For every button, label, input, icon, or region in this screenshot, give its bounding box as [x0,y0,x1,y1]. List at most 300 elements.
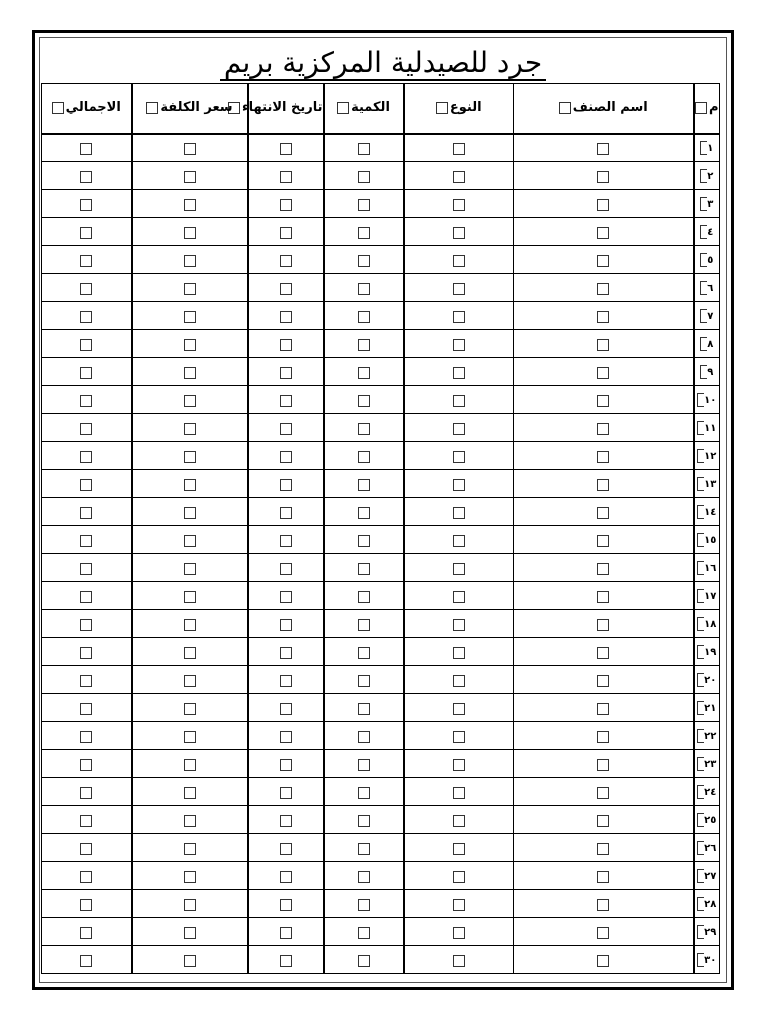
checkbox-icon [597,675,609,687]
cell-type[interactable] [404,302,514,330]
cell-total[interactable] [42,442,132,470]
cell-cost-price[interactable] [132,778,248,806]
checkbox-icon [453,563,465,575]
cell-expiry[interactable] [248,414,324,442]
cell-item-name[interactable] [514,526,694,554]
row-number-cell [694,862,720,890]
cell-cost-price[interactable] [132,358,248,386]
cell-type[interactable] [404,358,514,386]
cell-item-name[interactable] [514,190,694,218]
cell-quantity[interactable] [324,582,404,610]
cell-type[interactable] [404,274,514,302]
checkbox-icon [453,395,465,407]
cell-total[interactable] [42,162,132,190]
cell-total[interactable] [42,526,132,554]
cell-item-name[interactable] [514,442,694,470]
cell-expiry[interactable] [248,302,324,330]
cell-expiry[interactable] [248,274,324,302]
cell-total[interactable] [42,246,132,274]
cell-expiry[interactable] [248,722,324,750]
cell-item-name[interactable] [514,218,694,246]
checkbox-icon [184,843,196,855]
cell-expiry[interactable] [248,694,324,722]
cell-cost-price[interactable] [132,834,248,862]
checkbox-icon [280,143,292,155]
cell-expiry[interactable] [248,190,324,218]
cell-cost-price[interactable] [132,190,248,218]
table-row [42,890,720,918]
cell-quantity[interactable] [324,358,404,386]
row-number: ٢١ [704,702,717,714]
cell-item-name[interactable] [514,778,694,806]
table-row [42,554,720,582]
cell-quantity[interactable] [324,526,404,554]
cell-expiry[interactable] [248,358,324,386]
checkbox-icon [453,535,465,547]
cell-quantity[interactable] [324,666,404,694]
cell-type[interactable] [404,946,514,974]
checkbox-icon [184,871,196,883]
cell-quantity[interactable] [324,162,404,190]
cell-quantity[interactable] [324,386,404,414]
cell-total[interactable] [42,330,132,358]
table-row [42,358,720,386]
checkbox-icon [453,339,465,351]
cell-item-name[interactable] [514,806,694,834]
cell-expiry[interactable] [248,834,324,862]
checkbox-icon [184,759,196,771]
checkbox-icon [184,619,196,631]
checkbox-icon [358,283,370,295]
cell-total[interactable] [42,190,132,218]
col-header-label: تاريخ الانتهاء [242,100,323,116]
cell-cost-price[interactable] [132,946,248,974]
cell-quantity[interactable] [324,722,404,750]
cell-type[interactable] [404,694,514,722]
cell-cost-price[interactable] [132,694,248,722]
checkbox-icon [597,591,609,603]
cell-type[interactable] [404,890,514,918]
cell-total[interactable] [42,750,132,778]
cell-type[interactable] [404,246,514,274]
cell-cost-price[interactable] [132,246,248,274]
cell-quantity[interactable] [324,806,404,834]
cell-item-name[interactable] [514,330,694,358]
checkbox-icon [184,927,196,939]
cell-cost-price[interactable] [132,498,248,526]
table-row [42,274,720,302]
row-number-cell [694,498,720,526]
cell-total[interactable] [42,414,132,442]
row-number: ٣ [707,198,714,210]
row-number: ٣٠ [704,954,717,966]
cell-total[interactable] [42,918,132,946]
checkbox-icon [597,871,609,883]
checkbox-icon [453,227,465,239]
row-number: ٩ [707,366,714,378]
cell-quantity[interactable] [324,834,404,862]
cell-expiry[interactable] [248,750,324,778]
cell-total[interactable] [42,218,132,246]
checkbox-icon [280,255,292,267]
cell-quantity[interactable] [324,302,404,330]
checkbox-icon [184,227,196,239]
cell-total[interactable] [42,862,132,890]
checkbox-icon [80,759,92,771]
cell-item-name[interactable] [514,834,694,862]
checkbox-icon [280,955,292,967]
cell-cost-price[interactable] [132,750,248,778]
row-number: ١٨ [704,618,717,630]
cell-type[interactable] [404,330,514,358]
cell-quantity[interactable] [324,330,404,358]
cell-quantity[interactable] [324,750,404,778]
cell-item-name[interactable] [514,386,694,414]
checkbox-icon [597,311,609,323]
col-header-label: م [708,100,719,116]
cell-type[interactable] [404,218,514,246]
cell-item-name[interactable] [514,358,694,386]
checkbox-icon [80,619,92,631]
cell-item-name[interactable] [514,610,694,638]
table-row [42,302,720,330]
cell-type[interactable] [404,778,514,806]
cell-type[interactable] [404,498,514,526]
cell-total[interactable] [42,946,132,974]
cell-total[interactable] [42,610,132,638]
checkbox-icon [358,955,370,967]
cell-expiry[interactable] [248,526,324,554]
cell-type[interactable] [404,666,514,694]
cell-cost-price[interactable] [132,162,248,190]
cell-cost-price[interactable] [132,386,248,414]
cell-item-name[interactable] [514,302,694,330]
checkbox-icon [453,731,465,743]
cell-cost-price[interactable] [132,274,248,302]
cell-expiry[interactable] [248,134,324,162]
checkbox-icon [184,955,196,967]
cell-total[interactable] [42,722,132,750]
checkbox-icon [80,871,92,883]
checkbox-icon [597,283,609,295]
checkbox-icon [280,815,292,827]
row-number-cell [694,190,720,218]
cell-total[interactable] [42,834,132,862]
checkbox-icon [695,102,707,114]
checkbox-icon [358,815,370,827]
cell-total[interactable] [42,470,132,498]
cell-type[interactable] [404,134,514,162]
row-number: ١٧ [704,590,717,602]
checkbox-icon [597,815,609,827]
table-row [42,918,720,946]
row-number-cell [694,386,720,414]
cell-item-name[interactable] [514,890,694,918]
cell-type[interactable] [404,470,514,498]
cell-expiry[interactable] [248,610,324,638]
table-row [42,414,720,442]
checkbox-icon [597,423,609,435]
table-row [42,834,720,862]
checkbox-icon [597,759,609,771]
cell-quantity[interactable] [324,134,404,162]
cell-total[interactable] [42,638,132,666]
checkbox-icon [184,507,196,519]
cell-quantity[interactable] [324,918,404,946]
cell-item-name[interactable] [514,694,694,722]
table-row [42,638,720,666]
cell-expiry[interactable] [248,778,324,806]
cell-quantity[interactable] [324,414,404,442]
cell-item-name[interactable] [514,134,694,162]
cell-expiry[interactable] [248,862,324,890]
checkbox-icon [184,451,196,463]
row-number-cell [694,834,720,862]
cell-quantity[interactable] [324,442,404,470]
cell-cost-price[interactable] [132,610,248,638]
cell-item-name[interactable] [514,274,694,302]
cell-expiry[interactable] [248,470,324,498]
cell-type[interactable] [404,554,514,582]
cell-quantity[interactable] [324,554,404,582]
cell-type[interactable] [404,526,514,554]
cell-item-name[interactable] [514,750,694,778]
cell-type[interactable] [404,834,514,862]
checkbox-icon [358,927,370,939]
cell-total[interactable] [42,386,132,414]
checkbox-icon [184,283,196,295]
cell-total[interactable] [42,134,132,162]
cell-item-name[interactable] [514,918,694,946]
cell-total[interactable] [42,498,132,526]
cell-type[interactable] [404,162,514,190]
checkbox-icon [597,955,609,967]
cell-type[interactable] [404,190,514,218]
cell-total[interactable] [42,302,132,330]
row-number-cell [694,946,720,974]
cell-item-name[interactable] [514,666,694,694]
checkbox-icon [280,731,292,743]
checkbox-icon [280,367,292,379]
cell-type[interactable] [404,414,514,442]
cell-quantity[interactable] [324,274,404,302]
cell-expiry[interactable] [248,946,324,974]
cell-item-name[interactable] [514,554,694,582]
cell-cost-price[interactable] [132,666,248,694]
cell-cost-price[interactable] [132,134,248,162]
cell-item-name[interactable] [514,470,694,498]
cell-cost-price[interactable] [132,554,248,582]
checkbox-icon [184,143,196,155]
cell-item-name[interactable] [514,414,694,442]
cell-quantity[interactable] [324,638,404,666]
checkbox-icon [280,311,292,323]
checkbox-icon [358,787,370,799]
cell-type[interactable] [404,442,514,470]
cell-type[interactable] [404,638,514,666]
cell-type[interactable] [404,722,514,750]
checkbox-icon [280,283,292,295]
cell-quantity[interactable] [324,470,404,498]
cell-total[interactable] [42,694,132,722]
cell-cost-price[interactable] [132,470,248,498]
cell-quantity[interactable] [324,190,404,218]
checkbox-icon [280,451,292,463]
checkbox-icon [453,647,465,659]
checkbox-icon [358,899,370,911]
checkbox-icon [80,367,92,379]
cell-total[interactable] [42,554,132,582]
checkbox-icon [453,423,465,435]
checkbox-icon [280,423,292,435]
table-row [42,134,720,162]
cell-item-name[interactable] [514,722,694,750]
cell-item-name[interactable] [514,946,694,974]
cell-total[interactable] [42,806,132,834]
cell-type[interactable] [404,918,514,946]
cell-quantity[interactable] [324,610,404,638]
cell-expiry[interactable] [248,386,324,414]
cell-quantity[interactable] [324,218,404,246]
checkbox-icon [358,367,370,379]
row-number: ٢٥ [704,814,717,826]
cell-type[interactable] [404,582,514,610]
checkbox-icon [358,591,370,603]
checkbox-icon [453,283,465,295]
cell-expiry[interactable] [248,330,324,358]
row-number-cell [694,918,720,946]
cell-item-name[interactable] [514,498,694,526]
checkbox-icon [453,619,465,631]
cell-quantity[interactable] [324,862,404,890]
cell-total[interactable] [42,582,132,610]
cell-expiry[interactable] [248,246,324,274]
cell-type[interactable] [404,806,514,834]
cell-type[interactable] [404,610,514,638]
cell-cost-price[interactable] [132,330,248,358]
cell-cost-price[interactable] [132,526,248,554]
cell-type[interactable] [404,386,514,414]
checkbox-icon [597,479,609,491]
cell-total[interactable] [42,358,132,386]
cell-cost-price[interactable] [132,582,248,610]
cell-item-name[interactable] [514,162,694,190]
cell-total[interactable] [42,890,132,918]
cell-expiry[interactable] [248,554,324,582]
checkbox-icon [80,731,92,743]
row-number-cell [694,638,720,666]
row-number-cell [694,358,720,386]
cell-total[interactable] [42,778,132,806]
checkbox-icon [453,199,465,211]
checkbox-icon [184,199,196,211]
checkbox-icon [80,507,92,519]
cell-cost-price[interactable] [132,218,248,246]
table-row [42,694,720,722]
cell-quantity[interactable] [324,246,404,274]
cell-item-name[interactable] [514,862,694,890]
cell-expiry[interactable] [248,582,324,610]
table-row [42,190,720,218]
cell-cost-price[interactable] [132,806,248,834]
checkbox-icon [453,703,465,715]
checkbox-icon [453,955,465,967]
cell-expiry[interactable] [248,498,324,526]
cell-cost-price[interactable] [132,638,248,666]
checkbox-icon [184,591,196,603]
cell-quantity[interactable] [324,498,404,526]
checkbox-icon [280,619,292,631]
table-row [42,470,720,498]
checkbox-icon [280,787,292,799]
cell-cost-price[interactable] [132,862,248,890]
table-row [42,806,720,834]
checkbox-icon [358,507,370,519]
cell-cost-price[interactable] [132,442,248,470]
checkbox-icon [358,227,370,239]
cell-item-name[interactable] [514,582,694,610]
row-number: ١٩ [704,646,717,658]
cell-quantity[interactable] [324,946,404,974]
cell-expiry[interactable] [248,918,324,946]
cell-expiry[interactable] [248,218,324,246]
row-number: ٢ [707,170,714,182]
checkbox-icon [280,675,292,687]
row-number-cell [694,778,720,806]
checkbox-icon [358,647,370,659]
checkbox-icon [597,843,609,855]
checkbox-icon [80,451,92,463]
col-header-label: النوع [449,100,482,116]
cell-expiry[interactable] [248,638,324,666]
cell-cost-price[interactable] [132,918,248,946]
cell-expiry[interactable] [248,806,324,834]
cell-total[interactable] [42,666,132,694]
cell-expiry[interactable] [248,890,324,918]
cell-type[interactable] [404,750,514,778]
cell-quantity[interactable] [324,694,404,722]
cell-total[interactable] [42,274,132,302]
row-number: ٨ [707,338,714,350]
cell-quantity[interactable] [324,890,404,918]
checkbox-icon [80,843,92,855]
checkbox-icon [280,563,292,575]
cell-cost-price[interactable] [132,722,248,750]
cell-quantity[interactable] [324,778,404,806]
checkbox-icon [358,759,370,771]
col-header-type [404,84,514,134]
row-number: ٥ [707,254,714,266]
checkbox-icon [453,787,465,799]
table-row [42,666,720,694]
checkbox-icon [597,255,609,267]
cell-item-name[interactable] [514,246,694,274]
cell-cost-price[interactable] [132,414,248,442]
cell-type[interactable] [404,862,514,890]
table-row [42,386,720,414]
cell-expiry[interactable] [248,162,324,190]
checkbox-icon [280,871,292,883]
cell-cost-price[interactable] [132,302,248,330]
col-header-num [694,84,720,134]
cell-expiry[interactable] [248,442,324,470]
row-number-cell [694,526,720,554]
checkbox-icon [80,647,92,659]
cell-cost-price[interactable] [132,890,248,918]
cell-expiry[interactable] [248,666,324,694]
cell-item-name[interactable] [514,638,694,666]
checkbox-icon [184,255,196,267]
